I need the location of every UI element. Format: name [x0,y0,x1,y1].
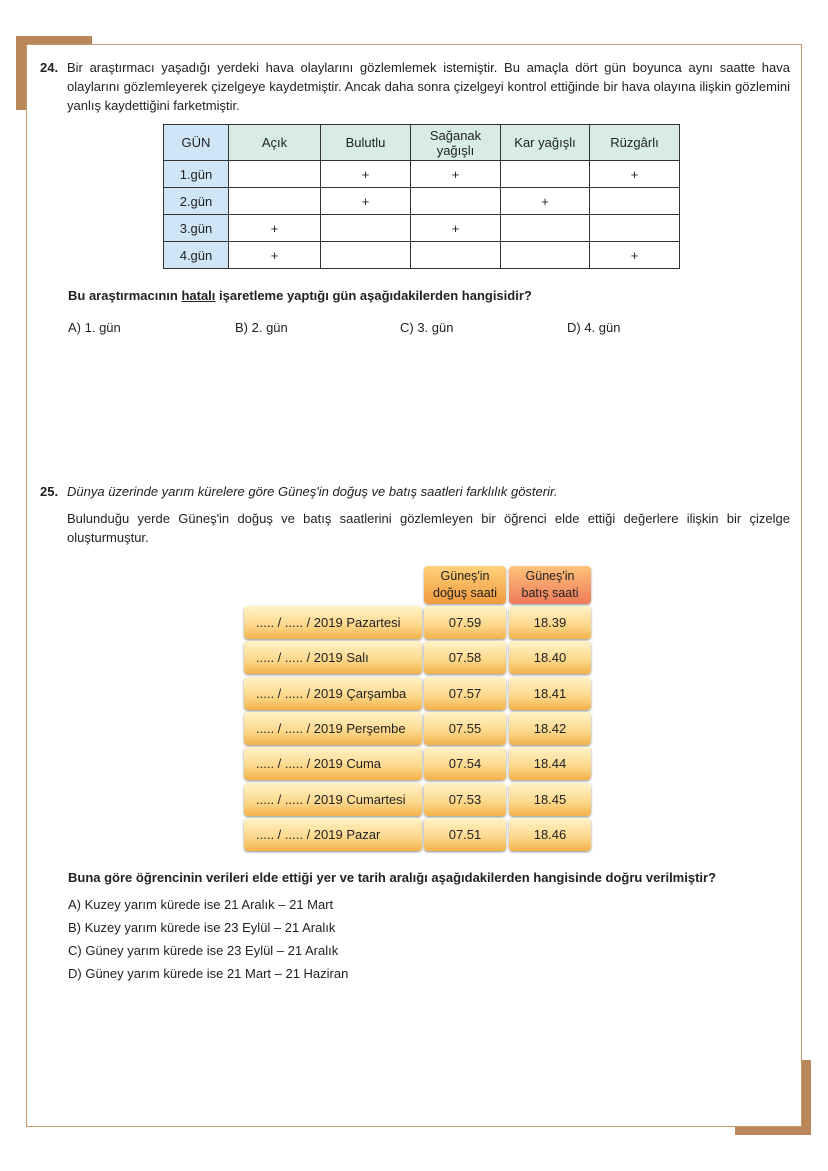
option-a[interactable]: A) 1. gün [68,320,121,335]
option-d[interactable]: D) 4. gün [567,320,621,335]
header-cell: Sağanak yağışlı [411,125,501,161]
table-header-row [164,125,680,161]
corner-bracket [802,1060,811,1135]
mark-cell [411,188,501,215]
header-cell: Kar yağışlı [501,125,590,161]
question-25-prompt: Buna göre öğrencinin verileri elde ettiği yer ve tarih aralığı aşağıdakilerden hangisinde doğru verilmiştir? [68,870,717,885]
mark-cell: + [590,161,680,188]
header-sunrise: Güneş'in doğuş saati [424,566,506,604]
mark-cell: + [229,215,321,242]
question-25 [40,482,790,547]
sunset-cell: 18.42 [509,712,591,745]
mark-cell [501,161,590,188]
header-cell: GÜN [164,125,229,161]
mark-cell [501,242,590,269]
table-row [164,242,680,269]
sunset-cell: 18.46 [509,818,591,851]
sunset-cell: 18.45 [509,783,591,816]
mark-cell: + [229,242,321,269]
sunset-cell: 18.41 [509,677,591,710]
date-cell: ..... / ..... / 2019 Cuma [244,747,422,780]
option-b[interactable]: B) 2. gün [235,320,288,335]
mark-cell [590,188,680,215]
corner-bracket [16,36,92,44]
mark-cell: + [501,188,590,215]
mark-cell: + [411,215,501,242]
date-cell: ..... / ..... / 2019 Perşembe [244,712,422,745]
table-row [164,215,680,242]
question-intro: Dünya üzerinde yarım kürelere göre Güneş'in doğuş ve batış saatleri farklılık gösterir. [67,484,558,499]
question-24-prompt [68,288,532,303]
sunset-cell: 18.39 [509,606,591,639]
date-cell: ..... / ..... / 2019 Salı [244,641,422,674]
weather-table [163,124,680,269]
table-row [164,161,680,188]
sunrise-cell: 07.58 [424,641,506,674]
option-b[interactable]: B) Kuzey yarım kürede ise 23 Eylül – 21 Aralık [68,920,336,935]
mark-cell [321,242,411,269]
mark-cell [229,188,321,215]
day-cell: 1.gün [164,161,229,188]
option-a[interactable]: A) Kuzey yarım kürede ise 21 Aralık – 21 Mart [68,897,334,912]
corner-bracket [735,1127,811,1135]
question-number: 25. [40,484,59,499]
mark-cell: + [590,242,680,269]
prompt-text: işaretleme yaptığı gün aşağıdakilerden hangisidir? [215,288,532,303]
header-sunset: Güneş'in batış saati [509,566,591,604]
header-cell: Bulutlu [321,125,411,161]
date-cell: ..... / ..... / 2019 Çarşamba [244,677,422,710]
sunrise-cell: 07.53 [424,783,506,816]
mark-cell: + [411,161,501,188]
sunrise-cell: 07.55 [424,712,506,745]
day-cell: 3.gün [164,215,229,242]
corner-bracket [16,36,26,110]
option-d[interactable]: D) Güney yarım kürede ise 21 Mart – 21 Haziran [68,966,349,981]
mark-cell [501,215,590,242]
sunrise-cell: 07.57 [424,677,506,710]
header-cell: Açık [229,125,321,161]
sunrise-cell: 07.54 [424,747,506,780]
sunset-cell: 18.40 [509,641,591,674]
day-cell: 2.gün [164,188,229,215]
mark-cell: + [321,161,411,188]
question-number: 24. [40,60,59,75]
prompt-text: Bu araştırmacının [68,288,182,303]
option-c[interactable]: C) 3. gün [400,320,454,335]
question-text: Bir araştırmacı yaşadığı yerdeki hava olaylarını gözlemlemek istemiştir. Bu amaçla dört gün boyunca aynı saatte hava olaylarını gözlemleyerek çizelgeye kaydetmiştir. Ancak daha sonra çizelgeyi kontrol ettiğinde bir hava olayına ilişkin gözlemini yanlış kaydettiğini farketmiştir. [67,60,790,113]
header-cell: Rüzgârlı [590,125,680,161]
sunrise-cell: 07.51 [424,818,506,851]
sunrise-cell: 07.59 [424,606,506,639]
option-c[interactable]: C) Güney yarım kürede ise 23 Eylül – 21 Aralık [68,943,339,958]
prompt-underlined: hatalı [181,288,216,303]
date-cell: ..... / ..... / 2019 Pazartesi [244,606,422,639]
day-cell: 4.gün [164,242,229,269]
mark-cell [321,215,411,242]
table-row [164,188,680,215]
mark-cell [590,215,680,242]
question-24 [40,58,790,115]
date-cell: ..... / ..... / 2019 Pazar [244,818,422,851]
question-text: Bulunduğu yerde Güneş'in doğuş ve batış saatlerini gözlemleyen bir öğrenci elde ettiği değerlere ilişkin bir çizelge oluşturmuştur. [67,511,790,545]
mark-cell [229,161,321,188]
date-cell: ..... / ..... / 2019 Cumartesi [244,783,422,816]
mark-cell: + [321,188,411,215]
mark-cell [411,242,501,269]
sunset-cell: 18.44 [509,747,591,780]
